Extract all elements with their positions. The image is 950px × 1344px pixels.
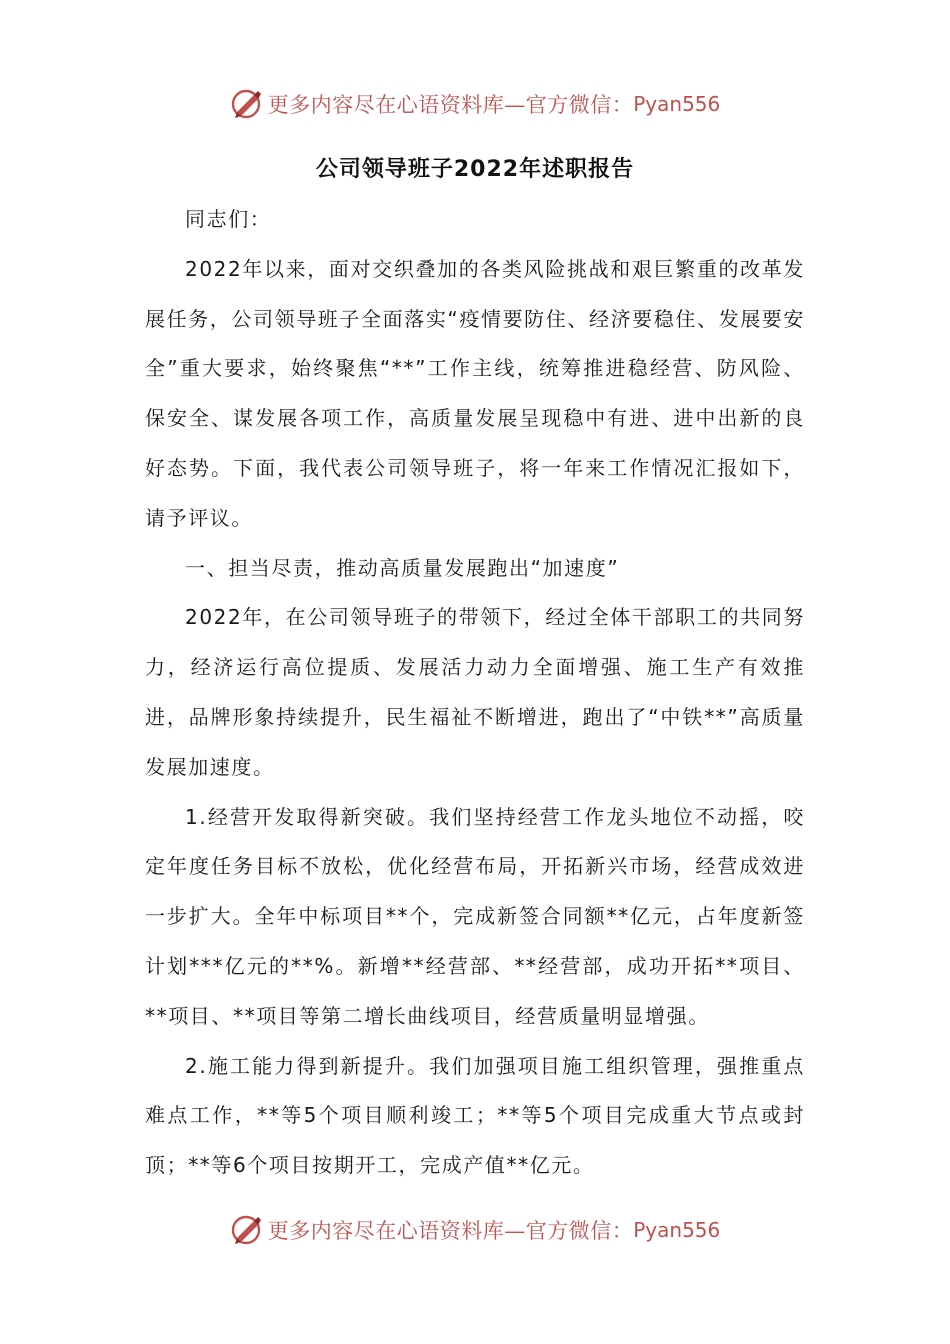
watermark-banner-bottom bbox=[0, 1210, 950, 1250]
body-paragraph: 2022年以来，面对交织叠加的各类风险挑战和艰巨繁重的改革发展任务，公司领导班子全面落实“疫情要防住、经济要稳住、发展要安全”重大要求，始终聚焦“**”工作主线，统筹推进稳经营、防风险、保安全、谋发展各项工作，高质量发展呈现稳中有进、进中出新的良好态势。下面，我代表公司领导班子，将一年来工作情况汇报如下，请予评议。 bbox=[145, 256, 805, 530]
salutation: 同志们： bbox=[185, 207, 272, 231]
pen-logo-icon bbox=[230, 87, 264, 121]
watermark-text: 更多内容尽在心语资料库—官方微信： bbox=[267, 93, 634, 117]
section-heading: 一、担当尽责，推动高质量发展跑出“加速度” bbox=[185, 555, 620, 580]
watermark-text: 更多内容尽在心语资料库—官方微信： bbox=[267, 1219, 634, 1243]
body-paragraph: 1.经营开发取得新突破。我们坚持经营工作龙头地位不动摇，咬定年度任务目标不放松，优化经营布局，开拓新兴市场，经营成效进一步扩大。全年中标项目**个，完成新签合同额**亿元，占年度新签计划***亿元的**%。新增**经营部、**经营部，成功开拓**项目、**项目、**项目等第二增长曲线项目，经营质量明显增强。 bbox=[145, 804, 805, 1028]
body-paragraph: 2022年，在公司领导班子的带领下，经过全体干部职工的共同努力，经济运行高位提质、发展活力动力全面增强、施工生产有效推进，品牌形象持续提升，民生福祉不断增进，跑出了“中铁**”高质量发展加速度。 bbox=[145, 605, 805, 779]
document-body bbox=[145, 195, 805, 1191]
watermark-banner-top bbox=[0, 84, 950, 124]
watermark-wechat-id: Pyan556 bbox=[633, 92, 721, 116]
document-title: 公司领导班子2022年述职报告 bbox=[315, 157, 635, 182]
watermark-wechat-id: Pyan556 bbox=[633, 1218, 721, 1242]
body-paragraph: 2.施工能力得到新提升。我们加强项目施工组织管理，强推重点难点工作，**等5个项目顺利竣工；**等5个项目完成重大节点或封顶；**等6个项目按期开工，完成产值**亿元。 bbox=[145, 1053, 805, 1178]
pen-logo-icon bbox=[230, 1213, 264, 1247]
